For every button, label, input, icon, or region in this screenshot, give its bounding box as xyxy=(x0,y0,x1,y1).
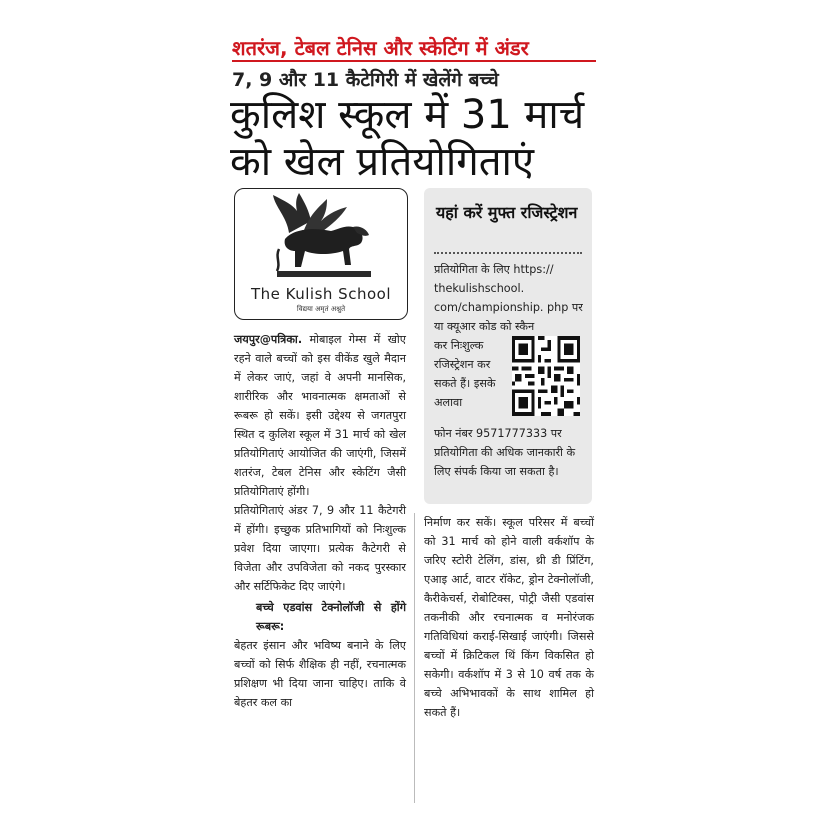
winged-lion-icon xyxy=(269,193,375,281)
body-paragraph-1: मोबाइल गेम्स में खोए रहने वाले बच्चों को इस वीकेंड खुले मैदान में लेकर जाएं, जहां वे अपनी मानसिक, शारीरिक और भावनात्मक क्षमताओं से रूबरू हो सकें। इसी उद्देश्य से जगतपुरा स्थित द कुलिश स्कूल में 31 मार्च को खेल प्रतियोगिताएं आयोजित की जाएंगी, जिसमें शतरंज, टेबल टेनिस और स्केटिंग जैसी प्रतियोगिताएं होंगी। xyxy=(234,333,406,498)
inline-subheading: बच्चे एडवांस टेक्नोलॉजी से होंगे रूबरू: xyxy=(256,601,406,633)
dateline: जयपुर@पत्रिका. xyxy=(234,333,303,346)
article-column-1 xyxy=(234,330,406,712)
logo-tagline: विद्यया अमृतं अश्नुते xyxy=(296,305,346,313)
school-logo xyxy=(234,188,408,320)
registration-text-2: कर निःशुल्क रजिस्ट्रेशन कर सकते हैं। इसके अलावा xyxy=(434,339,496,409)
registration-text-3: फोन नंबर 9571777333 पर प्रतियोगिता की अधिक जानकारी के लिए संपर्क किया जा सकता है। xyxy=(434,427,576,478)
body-paragraph-2: प्रतियोगिताएं अंडर 7, 9 और 11 कैटेगरी में होंगी। इच्छुक प्रतिभागियों को निःशुल्क प्रवेश दिया जाएगा। प्रत्येक कैटेगरी से विजेता और उपविजेता को नकद पुरस्कार और सर्टिफिकेट दिए जाएंगे। xyxy=(234,504,406,593)
sub-headline: 7, 9 और 11 कैटेगिरी में खेलेंगे बच्चे xyxy=(232,69,499,91)
registration-title: यहां करें मुफ्त रजिस्ट्रेशन xyxy=(436,203,578,222)
kicker-headline: शतरंज, टेबल टेनिस और स्केटिंग में अंडर xyxy=(232,36,529,60)
registration-box xyxy=(424,188,592,504)
logo-school-name: The Kulish School xyxy=(251,285,391,303)
qr-code-icon[interactable] xyxy=(512,336,580,416)
kicker-underline xyxy=(232,60,596,62)
article-column-2: निर्माण कर सकें। स्कूल परिसर में बच्चों को 31 मार्च को होने वाली वर्कशॉप के जरिए स्टोरी टेलिंग, डांस, थ्री डी प्रिंटिंग, एआइ आर्ट, वाटर रॉकेट, ड्रोन टेक्नोलॉजी, कैरीकेचर्स, रोबोटिक्स, पोट्री जैसी एडवांस तकनीकी और रचनात्मक व मनोरंजक गतिविधियां कराई-सिखाई जाएंगी। जिससे बच्चों में क्रिटिकल थिं किंग विकसित हो सकेगी। वर्कशॉप में 3 से 10 वर्ष तक के बच्चे अभिभावकों के साथ शामिल हो सकते हैं। xyxy=(424,516,594,719)
column-divider xyxy=(414,513,415,803)
registration-text-1: प्रतियोगिता के लिए https:// thekulishschool. com/championship. php पर या क्यूआर कोड को स्कैन xyxy=(434,263,583,333)
dotted-divider xyxy=(434,252,582,254)
main-headline: कुलिश स्कूल में 31 मार्च को खेल प्रतियोगिताएं xyxy=(230,92,585,185)
body-paragraph-3: बेहतर इंसान और भविष्य बनाने के लिए बच्चों को सिर्फ शैक्षिक ही नहीं, रचनात्मक प्रशिक्षण भी दिया जाना चाहिए। ताकि वे बेहतर कल का xyxy=(234,639,406,709)
